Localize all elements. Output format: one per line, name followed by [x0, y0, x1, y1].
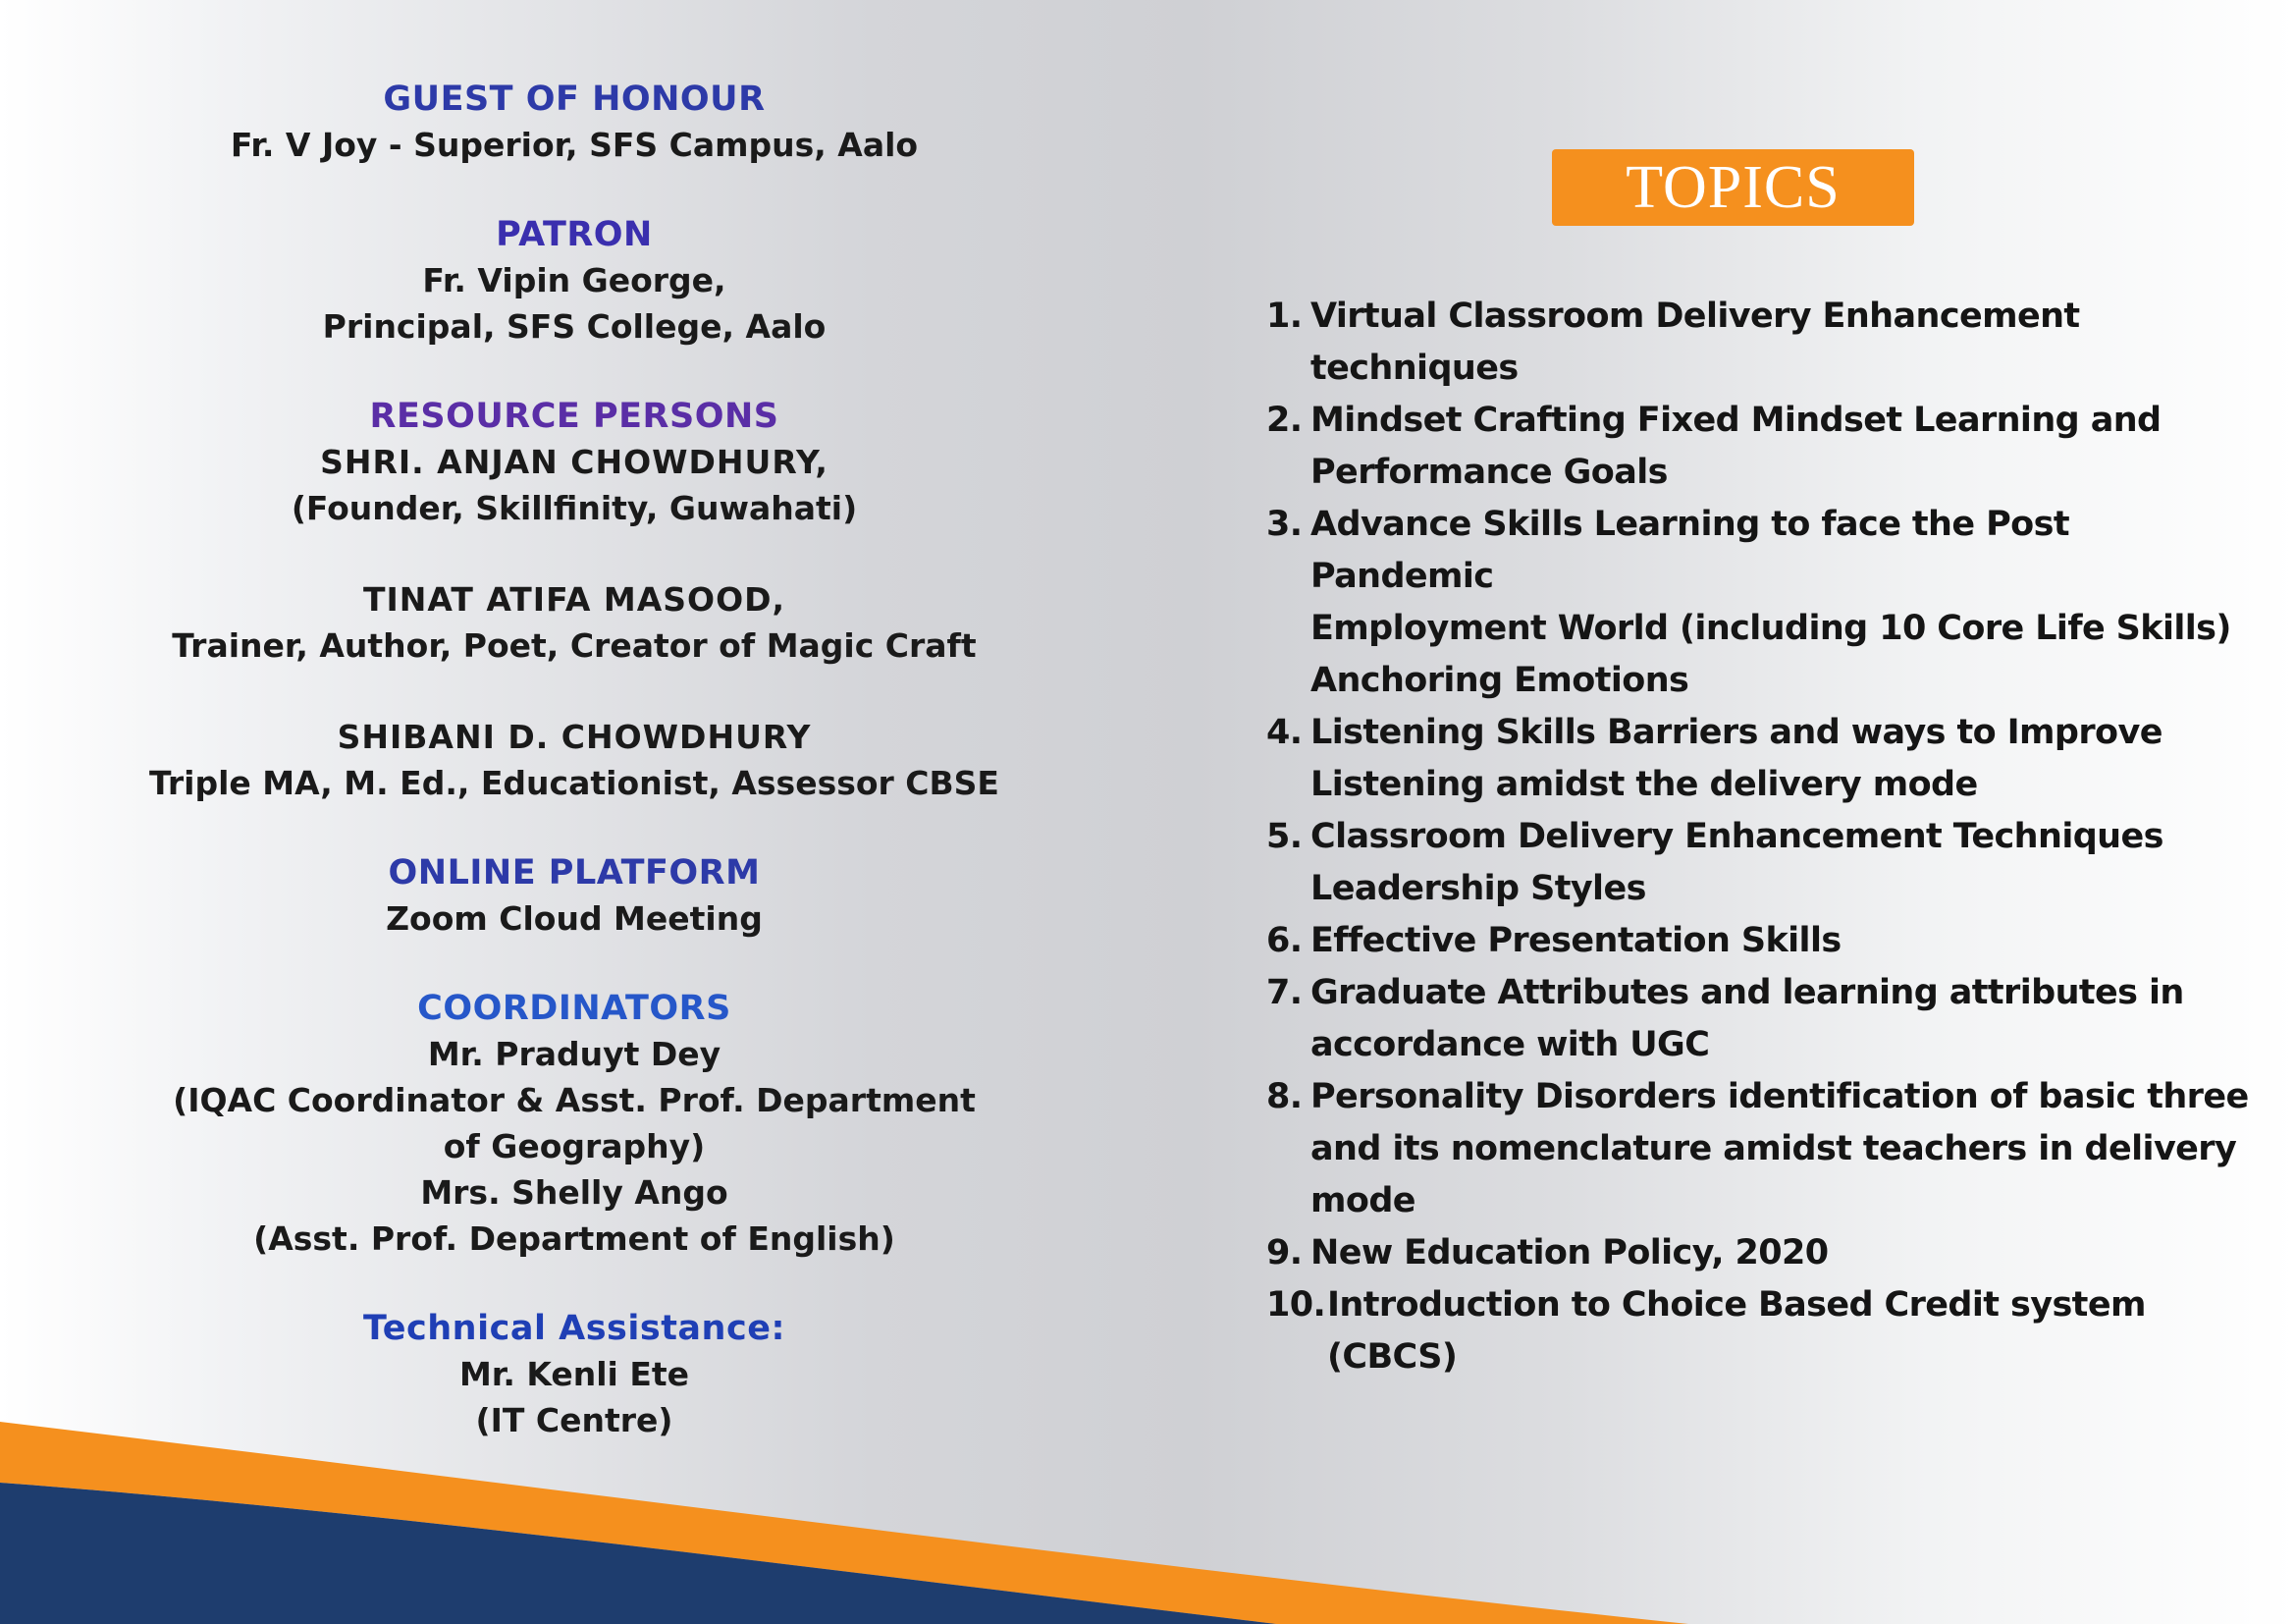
resource-person-name: TINAT ATIFA MASOOD, [362, 580, 786, 619]
guest-of-honour-heading: GUEST OF HONOUR [383, 80, 766, 119]
resource-person-detail: (Founder, Skillfinity, Guwahati) [291, 489, 858, 527]
topic-line: Leadership Styles [1310, 869, 1646, 908]
topic-item [1266, 395, 2258, 499]
resource-person-detail: Triple MA, M. Ed., Educationist, Assessor CBSE [149, 764, 999, 802]
topic-line: Advance Skills Learning to face the Post Pandemic [1310, 505, 2069, 596]
topic-line: techniques [1310, 349, 1519, 388]
resource-person-name: SHIBANI D. CHOWDHURY [337, 718, 812, 756]
topic-item [1266, 499, 2258, 707]
topic-number: 7. [1266, 973, 1303, 1012]
event-details-column [59, 77, 1090, 1488]
topic-number: 3. [1266, 505, 1303, 544]
topic-item [1266, 915, 2258, 967]
topic-line: Introduction to Choice Based Credit system [1327, 1285, 2146, 1325]
topic-line: Virtual Classroom Delivery Enhancement [1310, 297, 2080, 336]
topic-line: Effective Presentation Skills [1310, 921, 1842, 960]
topic-item [1266, 1227, 2258, 1279]
patron-section [59, 212, 1090, 350]
topic-line: and its nomenclature amidst teachers in delivery [1310, 1129, 2237, 1168]
coordinators-heading: COORDINATORS [417, 989, 731, 1028]
coordinator-line: Mr. Praduyt Dey [427, 1035, 721, 1073]
topic-line: Listening amidst the delivery mode [1310, 765, 1978, 804]
guest-of-honour-line: Fr. V Joy - Superior, SFS Campus, Aalo [230, 126, 919, 164]
topic-line: Performance Goals [1310, 453, 1668, 492]
topic-number: 10. [1266, 1285, 1326, 1325]
topic-item [1266, 707, 2258, 811]
patron-title: Principal, SFS College, Aalo [322, 307, 827, 346]
topic-item [1266, 811, 2258, 915]
online-platform-heading: ONLINE PLATFORM [388, 853, 761, 893]
topic-line: Mindset Crafting Fixed Mindset Learning and [1310, 401, 2162, 440]
guest-of-honour-section [59, 77, 1090, 168]
topic-number: 1. [1266, 297, 1303, 336]
topic-number: 6. [1266, 921, 1303, 960]
topic-item [1266, 1279, 2258, 1383]
coordinators-section [59, 986, 1090, 1262]
coordinator-line: (IQAC Coordinator & Asst. Prof. Department [173, 1081, 976, 1119]
topic-line: accordance with UGC [1310, 1025, 1710, 1064]
topic-item [1266, 1071, 2258, 1227]
resource-person-name: SHRI. ANJAN CHOWDHURY, [320, 443, 828, 481]
topic-item [1266, 291, 2258, 395]
topic-line: Listening Skills Barriers and ways to Improve [1310, 713, 2163, 752]
topic-line: mode [1310, 1181, 1415, 1220]
resource-person-detail: Trainer, Author, Poet, Creator of Magic Craft [172, 626, 977, 665]
online-platform-section [59, 850, 1090, 942]
topics-list [1266, 291, 2258, 1383]
topic-item [1266, 967, 2258, 1071]
patron-heading: PATRON [496, 215, 653, 254]
topic-line: (CBCS) [1327, 1337, 1458, 1377]
resource-persons-section [59, 394, 1090, 806]
topics-badge: TOPICS [1552, 149, 1914, 226]
topic-number: 8. [1266, 1077, 1303, 1116]
coordinator-line: (Asst. Prof. Department of English) [253, 1219, 895, 1258]
topic-line: Graduate Attributes and learning attributes in [1310, 973, 2184, 1012]
topic-line: Classroom Delivery Enhancement Techniques [1310, 817, 2163, 856]
topic-number: 9. [1266, 1233, 1303, 1272]
topic-line: New Education Policy, 2020 [1310, 1233, 1829, 1272]
technical-assistance-section [59, 1306, 1090, 1443]
topic-number: 2. [1266, 401, 1303, 440]
topic-number: 5. [1266, 817, 1303, 856]
coordinator-line: of Geography) [443, 1127, 706, 1165]
topic-line: Anchoring Emotions [1310, 661, 1689, 700]
coordinator-line: Mrs. Shelly Ango [420, 1173, 728, 1212]
technical-assistance-heading: Technical Assistance: [363, 1309, 785, 1348]
topic-number: 4. [1266, 713, 1303, 752]
technical-assistance-line: (IT Centre) [475, 1401, 673, 1439]
patron-name: Fr. Vipin George, [422, 261, 726, 299]
technical-assistance-line: Mr. Kenli Ete [458, 1355, 690, 1393]
topic-line: Personality Disorders identification of basic three [1310, 1077, 2249, 1116]
resource-persons-heading: RESOURCE PERSONS [369, 397, 779, 436]
online-platform-value: Zoom Cloud Meeting [386, 899, 763, 938]
topic-line: Employment World (including 10 Core Life Skills) [1310, 609, 2231, 648]
